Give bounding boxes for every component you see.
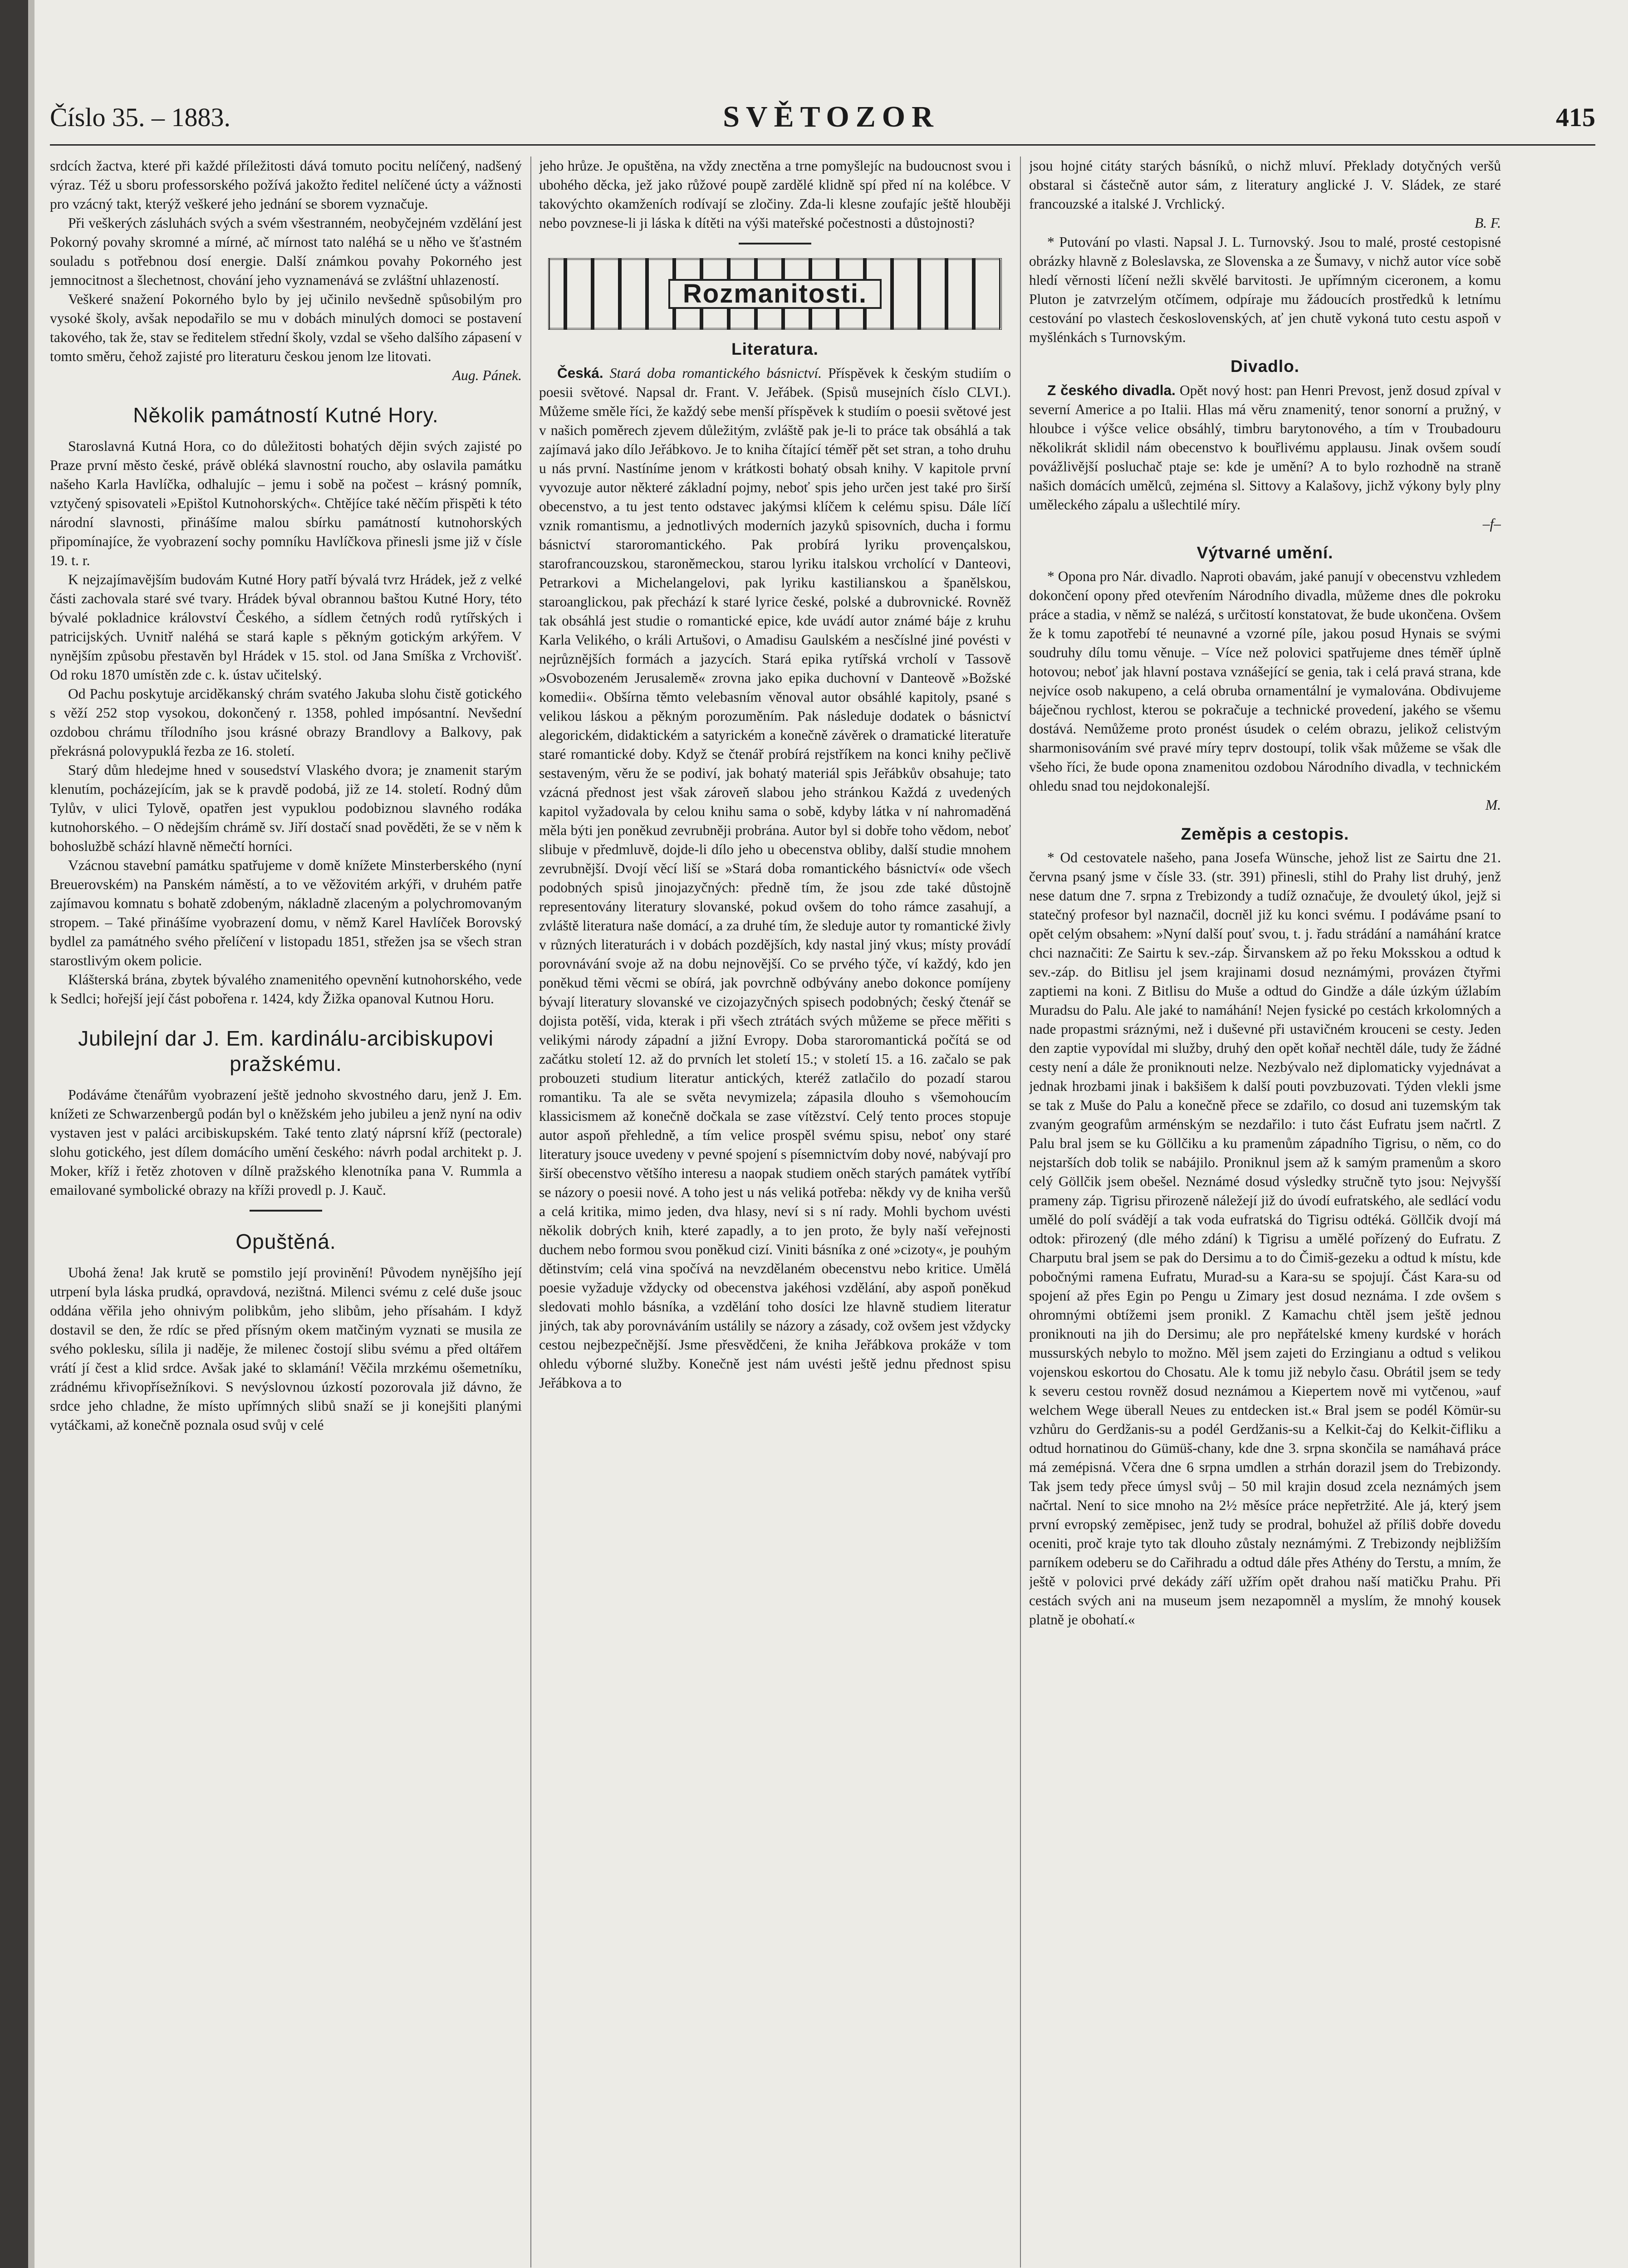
article-heading-opustena: Opuštěná. — [235, 1230, 336, 1253]
header-rule — [50, 144, 1595, 146]
column-right — [1029, 156, 1501, 2268]
paragraph: Opět nový host: pan Henri Prevost, jenž dosud zpíval v severní Americe a po Italii. Hlas má věru znamenitý, tenor sonorní a pružný, v hloubce i výšce velice obsáhlý, timbru barytonového, a tím v Troubadouru několikrát sklidil nám obecenstvo k bouřlivému applausu. Jinak ovšem soudí povážlivější posluchač ptaje se: kde je umění? A to bylo rozhodně na straně našich domácích umělců, zejména sl. Sittovy a Kalašovy, jichž výkony byly plny uměleckého zápalu a ušlechtilé míry. — [1029, 382, 1501, 513]
column-middle — [539, 156, 1011, 2268]
paragraph: Podáváme čtenářům vyobrazení ještě jednoho skvostného daru, jenž J. Em. knížeti ze Schwarzenbergů podán byl o kněžském jeho jubileu a jenž nyní na odiv vystaven jest v paláci arcibiskupském. Také tento zlatý náprsní kříž (pectorale) slohu gotického, jest dílem domácího umění českého: návrh podal architekt p. J. Moker, kříž i řetěz zhotoven v dílně pražského klenotníka pana V. Rummla a emailované symbolické obrazy na kříži provedl p. J. Kauč. — [50, 1087, 522, 1198]
paragraph: Staroslavná Kutná Hora, co do důležitosti bohatých dějin svých zajisté po Praze první město české, právě obléká slavnostní roucho, aby oslavila památku našeho Karla Havlíčka, odhalujíc – jemu i sobě na počest – krásný pomník, vztyčený spisovateli »Epištol Kutnohorských«. Chtějíce také něčím přispěti k této národní slavnosti, přinášíme malou sbírku památností kutnohorských připomínajíce, že vyobrazení sochy pomníku Havlíčkova přinesli jsme již v čísle 19. t. r. — [50, 438, 522, 568]
paragraph: Vzácnou stavební památku spatřujeme v domě knížete Minsterberského (nyní Breuerovském) na Panském náměstí, a to ve věžovitém arkýři, v druhém patře zajímavou komnatu s bohatě zdobeným, nákladně zlaceným a polychromovaným stropem. – Také přinášíme vyobrazení domu, v němž Karel Havlíček Borovský bydlel za památného svého přelíčení v listopadu 1851, střežen jsa se všech stran starostlivým okem policie. — [50, 857, 522, 968]
section-separator — [250, 1210, 322, 1212]
article-heading-jubilee-gift: Jubilejní dar J. Em. kardinálu-arcibiskupovi pražskému. — [78, 1026, 494, 1075]
paragraph: jsou hojné citáty starých básníků, o nichž mluví. Překlady dotyčných veršů obstaral si částečně autor sám, z literatury anglické J. V. Sládek, ze staré francouzské a italské J. Vrchlický. — [1029, 158, 1501, 212]
paragraph: Starý dům hledejme hned v sousedství Vlaského dvora; je znamenit starým klenutím, pocházejícím, jak se k pravdě podobá, již ze 14. století. Rodný dům Tylův, v ulici Tylově, opatřen jest vypuklou podobiznou slavného rodáka kutnohorského. – O nědejším chrámě sv. Jiří dostačí snad pověděti, že se v něm k bohoslužbě schází hlavně němečtí horníci. — [50, 762, 522, 854]
author-signature: B. F. — [1474, 215, 1501, 231]
paragraph: * Od cestovatele našeho, pana Josefa Wünsche, jehož list ze Sairtu dne 21. června psaný jsme v čísle 33. (str. 391) přinesli, stihl do Prahy list druhý, jenž nese datum dne 7. srpna z Trebizondy a tudíž označuje, že dvouletý úkol, jejž si statečný profesor byl naznačil, doспěl již ku konci svému. I podáváme psaní to opět celým obsahem: »Nyní další pouť svou, t. j. řadu strádání a namáhání kratce chci naznačiti: Ze Sairtu k sev.-záp. Širvanskem až po řeku Moksskou a odtud k sev.-záp. do Bitlisu jel jsem krajinami dosud neznámými, provázen čtyřmi zaptiemi na koni. Z Bitlisu do Muše a odtud do Gindže a dále úzkým úžlabím Muradsu do Palu. Ale jaké to namáhání! Nejen fysické po cestách krkolomných a nade propastmi sráznými, než i duševné při ustavičném krouceni se cesty. Jeden den zaptie vypovídal mi služby, druhý den opět koňař nechtěl dále, tudy že žádné cesty není a dále že proniknouti nelze. Nezbývalo než diplomaticky vyjednávat a jednak hrozbami jinak i bakšišem k další pouti povzbuzovati. Týden vlekli jsme se tak z Muše do Palu a konečně přece se zdařilo, co dosud ani tuzemským tak zvaným geografům arménským se nezdařilo: i tuto část Eufratu jsem načrtl. Z Palu bral jsem se ku Göllčiku a ku pramenům západního Tigrisu, o něm, co do nejstarších dob tolik se nabájilo. Proniknul jsem až k samým pramenům a skoro celý Göllčik jsem obešel. Neznámé dosud výsledky stručně tyto jsou: Nejvyšší prameny záp. Tigrisu přirozeně náležejí již do úvodí eufratského, ale sedlácí vodu umělé do polí svádějí a tak voda eufratská do Tigrisu odtéká. Göllčik dvojí má odtok: přirozený (dle mého zdání) k Tigrisu a umělé pořízený do Eufratu. Z Charputu bral jsem se pak do Dersimu a to do Čimiš-gezeku a odtud k místu, kde pobočnými ramena Eufratu, Murad-su a Kara-su se spojují. Část Kara-su od spojení až přes Egin po Pengu u Zimary jest dosud neznáma. I zde ovšem s ohromnými obtížemi jsem pronikl. Z Kamachu chtěl jsem ještě jednou proniknouti na jih do Dersimu; ale pro nepřátelské kmeny kurdské v horách mussurských nebylo to možno. Měl jsem zajeti do Erzingianu a odtud s velikou vojenskou eskortou do Chosatu. Ale k tomu již nebylo času. Obrátil jsem se tedy k severu cestou rovněž dosud neznámou a Kiepertem nově mi vytčenou, »auf welchem Wege überall Neues zu entdecken ist.« Bral jsem se podél Kömür-su vzhůru do Gerdžanis-su a podél Gerdžanis-su a Kelkit-čaj do Kelkit-čifliku a odtud hornatinou do Gümüš-chany, kde dne 3. srpna skončila se namáhavá práce má zemépisná. Včera dne 6 srpna umdlen a strhán dorazil jsem do Trebizondy. Tak jsem tedy přece úmysl svůj – 50 mil krajin dosud zcela neznámých jsem načrtal. Není to sice mnoho na 2½ měsíce práce nepřetržité. Ale já, který jsem první evropský zeměpisec, jenž tudy se prodral, bohužel až příliš dobře dovedu oceniti, proč kraje tyto tak dlouho zůstaly neznámými. Z Trebizondy nejbližším parníkem odeberu se do Cařihradu a odtud dále přes Athény do Terstu, a mním, že ještě v polovici prvé dekády září užřím opět drahou naší matičku Prahu. Při cestách svých ani na museum jsem nezapomněl a myslím, že mnohý kousek platně je obohatí.« — [1029, 850, 1501, 1628]
paragraph: Od Pachu poskytuje arciděkanský chrám svatého Jakuba slohu čistě gotického s věží 252 stop vysokou, dokončený r. 1358, pohled impósantní. Nevšední ozdobou chrámu třílodního jsou krásné obrazy Brandlovy a Balkovy, pak překrásná polovypuklá řezba ze 16. století. — [50, 686, 522, 759]
lead-label: Z českého divadla. — [1047, 382, 1176, 398]
paragraph: Příspěvek k českým studiím o poesii světové. Napsal dr. Frant. V. Jeřábek. (Spisů musejních číslo CLVI.). Můžeme směle říci, že každý sebe menší příspěvek k studiím o poesii světové jest v našich poměrech zjevem důležitým, zvláště pak je-li to práce tak obsáhlá a tak zajímavá jako dílo Jeřábkovo. Je to kniha čítající téměř pět set stran, a toho druhu u nás první. Nastíníme jenom v krátkosti bohatý obsah knihy. V kapitole první vyvozuje autor některé základní pojmy, neboť spis jeho určen jest také pro širší obecenstvo, a tu jest tento odstavec jakýmsi klíčem k celému spisu. Dále líčí vznik romantismu, a jednotlivých moderních jazyků spisovních, ducha i formu básnictví staroromantického. Pak probírá lyriku provençalskou, starofrancouzskou, staroněmeckou, starou lyriku italskou vrcholící v Danteovi, Petrarkovi a Michelangelovi, pak lyriku kastilianskou a španělskou, staroanglickou, pak přechází k staré lyrice české, polské a dubrovnické. Rovněž tak obsáhlá jest studie o romantické epice, kde uvádí autor známé báje z kruhu Karla Velikého, o králi Artušovi, o Amadisu Gaulském a nesčíslné jiné povésti v nejrůznějších formách a jazycích. Stará epika rytířská vrcholí v Tassově »Osvobozeném Jerusalemě« zrovna jako epika duchovní v Danteově »Božské komedii«. Obšírna těmto velebasním věnoval autor obsáhlé kapitoly, psané s velikou láskou a pěkným porozuměním. Pak následuje dodatek o básnictví alegorickém, didaktickém a satyrickém a konečně závěrek o dramatické literatuře staré romantické doby. Když se čtenář probírá rejstříkem na konci knihy pečlivě sestaveným, věru že se podiví, jak bohatý materiál spis Jeřábkův obsahuje; tato vzácná přednost jest však zároveň slabou jeho stránkou Každá z uvedených kapitol vyžadovala by celou knihu sama o sobě, kdyby látka v ní nahromaděná měla býti jen poněkud zevrubněji probrána. Autor byl si dobře toho vědom, neboť slibuje v předmluvě, dojde-li dílo jeho u obecenstva obliby, další studie mnohem zevrubnější. Dvojí věcí liší se »Stará doba romantického básnictví« ode všech podobných spisů jinojazyčných: předně tím, že jsou zde také důstojně representovány literatury slovanské, pokud ovšem do toho rámce zasahují, a zvláště literatura naše domácí, a za druhé tím, že sleduje autor ty romantické živly v různých literaturách i v dobách pozdějších, kdy nastal jiný vkus; místy provádí porovnávání svoje až na dobu nejnovější. Co se prvého týče, ví každý, kdo jen poněkud těmi věcmi se obírá, jak povrchně odbývány anebo dokonce pomíjeny bývají literatury slovanské ve cizojazyčných spisech podobných; český čtenář se dojista potěší, vida, kterak i při všech ztrátách svých můžeme se přece měřiti s velikými národy západní a jižní Evropy. Doba staroromantická počítá se od začátku století 12. až do prvních let století 15.; v století 15. a 16. začalo se pak probouzeti studium literatur antických, kteréž zatlačilo do pozadí starou romantiku. Ta ale se světa nevymizela; zápasila dlouho s všemohoucím klassicismem až konečně dočkala se zase vítězství. Celý tento proces stopuje autor aspoň přehledně, a tím velice prospěl svému spisu, neboť ony staré literatury jsouce uvedeny v pevné spojení s písemnictvím doby nové, nabývají pro širší obecenstvo většího interesu a naopak studiem oněch starých památek vytříbí se názory o poesii nové. A toho jest u nás veliká potřeba: někdy vy de kniha veršů a celá kritika, mimo jeden, dva hlasy, neví si s ní rady. Mohli bychom uvésti několik dobrých knih, které zapadly, a to jen proto, že byly naší veřejnosti duchem nebo formou svou poněkud cizí. Viniti básníka z oné »cizoty«, je pouhým dětinstvím; celá vina spočívá na nevzdělaném obecenstvu nebo kritice. Umělá poesie vyžaduje vždycky od obecenstva jakéhosi vzdělání, aby aspoň poněkud sledovati mohlo básníka, a vzdělání toho dosíci lze hlavně studiem literatur jiných, tak aby porovnáváním ustálily se názory a zásady, což ovšem jest vždycky cestou nejbezpečnější. Jsme přesvědčeni, že kniha Jeřábkova prokáže v tom ohledu výborné služby. Konečně jest nám uvésti ještě jednu přednost spisu Jeřábkova a to — [539, 365, 1011, 1391]
paragraph: Ubohá žena! Jak krutě se pomstilo její provinění! Původem nynějšího její utrpení byla láska prudká, opravdová, nezištná. Milenci svému z celé duše jsouc oddána věřila jeho ohnivým polibkům, jeho slibům, jeho přísahám. I když dostavil se den, že rdíc se před přísným okem matčiným vyznati se musila ze svého poklesku, sílila ji naděje, že milenec čostojí slibu svému a před oltářem vrátí jí čest a klid srdce. Avšak jaké to sklamání! Věčila mrzkému ošemetníku, zrádnému křivopřísežníkovi. S nevýslovnou úzkostí pozorovala již dávno, že srdce jeho chladne, že místo upřímných slibů snaží se ji konejšiti planými vytáčkami, až konečně poznala osud svůj v celé — [50, 1265, 522, 1433]
paragraph: Klášterská brána, zbytek bývalého znamenitého opevnění kutnohorského, vede k Sedlci; hořejší její část pobořena r. 1424, kdy Žižka opanoval Kutnou Horu. — [50, 972, 522, 1007]
paragraph: K nejzajímavějším budovám Kutné Hory patří bývalá tvrz Hrádek, jež z velké části zachovala staré své tvary. Hrádek býval obrannou baštou Kutné Hory, této bývalé pokladnice království Českého, a sídlem četných rodů rytířských i patricijských. Uvnitř naléhá se stará kaple s pěkným gotickým arkýřem. V nynějším způsobu přestavěn byl Hrádek v 15. stol. od Jana Smíška z Vrchovišť. Od roku 1870 umístěn zde c. k. ústav učitelský. — [50, 572, 522, 683]
paragraph: Veškeré snažení Pokorného bylo by jej učinilo nevšedně spůsobilým pro vysoké školy, avšak nepodařilo se mu v dobách minulých domoci se postavení takového, tak že, stav se ředitelem střední školy, vzdal se všeho dalšího zápasení v tomto směru, čehož zajisté pro literaturu českou jenom lze litovati. — [50, 291, 522, 364]
author-signature: M. — [1485, 797, 1501, 813]
paragraph: * Opona pro Nár. divadlo. Naproti obavám, jaké panují v obecenstvu vzhledem dokončení opony před otevřením Národního divadla, můžeme dnes dle pokroku práce a stadia, v němž se nalézá, s určitostí konstatovat, že bude ukončena. Ovšem že k tomu zapotřebí té neunavné a vzorné píle, jakou posud Hynais se svými soudruhy dílu tomu věnuje. – Více než polovici spatřujeme dnes téměř úplně hotovou; neboť jak hlavní postava vznášející se genia, tak i celá pravá strana, kde nejvíce osob nakupeno, a celá obruba ornamentální je vymalována. Obdivujeme báječnou rychlost, kterou se pokračuje a technické provedení, jakého se všemu dostává. Nemůžeme proto pronést úsudek o celém obrazu, jelikož celistvým sharmonisováním své pravé míry teprv dostoupí, tolik však můžeme se však dle všeho říci, že bude opona znamenitou ozdobou Národního divadla, v technickém ohledu snad tou nejdokonalejší. — [1029, 568, 1501, 794]
lead-label: Česká. — [557, 365, 603, 381]
author-signature: –f– — [1482, 516, 1501, 532]
section-heading-divadlo: Divadlo. — [1231, 357, 1299, 376]
section-banner — [548, 258, 1002, 330]
paragraph: jeho hrůze. Je opuštěna, na vždy znectěna a trne pomyšlejíc na budoucnost svou i ubohého děcka, jež jako růžové poupě zardělé klidně spí před ní na kolébce. V takovýchto okamženích rodívají se zločiny. Zda-li klesne zoufajíc ještě hlouběji nebo povznese-li ji láska k dítěti na výši mateřské počestnosti a důstojnosti? — [539, 158, 1011, 231]
page-edge — [28, 0, 34, 2268]
author-signature: Aug. Pánek. — [452, 367, 522, 383]
section-heading-vytvarne-umeni: Výtvarné umění. — [1196, 543, 1334, 562]
binding-gutter — [0, 0, 28, 2268]
column-divider — [530, 156, 531, 2268]
paragraph: Při veškerých zásluhách svých a svém všestranném, neobyčejném vzdělání jest Pokorný povahy skromné a mírné, ač mírnost tato naléhá se u něho ve šťastném souladu s potřebnou dosí energie. Další známkou povahy Pokorného jest jemnocitnost a šlechetnost, chování jeho vyznamenává se zvláštní uhlazeností. — [50, 215, 522, 288]
article-heading-kutna-hora: Několik památností Kutné Hory. — [133, 403, 439, 427]
banner-title: Rozmanitosti. — [668, 279, 882, 309]
book-title: Stará doba romantického básnictví. — [609, 365, 822, 381]
section-heading-zemepis: Zeměpis a cestopis. — [1181, 825, 1349, 843]
paragraph: * Putování po vlasti. Napsal J. L. Turnovský. Jsou to malé, prosté cestopisné obrázky hlavně z Boleslavska, ze Slovenska a ze Šumavy, v nichž autor více sobě hledí věrnosti líčení nežli skvělé barvitosti. Je upřímným ciceronem, a komu Pluton je zatvrzelým otčímem, odpíraje mu žádoucích prostředků k letnímu cestování po vlastech československých, ať jen chutě vykoná tuto cestu aspoň v myšlénkách s Turnovským. — [1029, 234, 1501, 345]
masthead-title: SVĚTOZOR — [723, 100, 940, 133]
section-separator — [739, 243, 811, 244]
page-number: 415 — [1556, 103, 1595, 132]
issue-number: Číslo 35. – 1883. — [50, 103, 230, 132]
paragraph: srdcích žactva, které při každé příležitosti dává tomuto pocitu nelíčený, nadšený výraz. Též u sboru professorského požívá jakožto ředitel nelíčené úcty a vážnosti pro vzácný takt, kterýž veškeré jeho jednání se sborem vyznačuje. — [50, 158, 522, 212]
section-heading-literatura: Literatura. — [731, 340, 819, 358]
newspaper-page — [34, 0, 1628, 2268]
column-left — [50, 156, 522, 2268]
column-divider — [1020, 156, 1021, 2268]
